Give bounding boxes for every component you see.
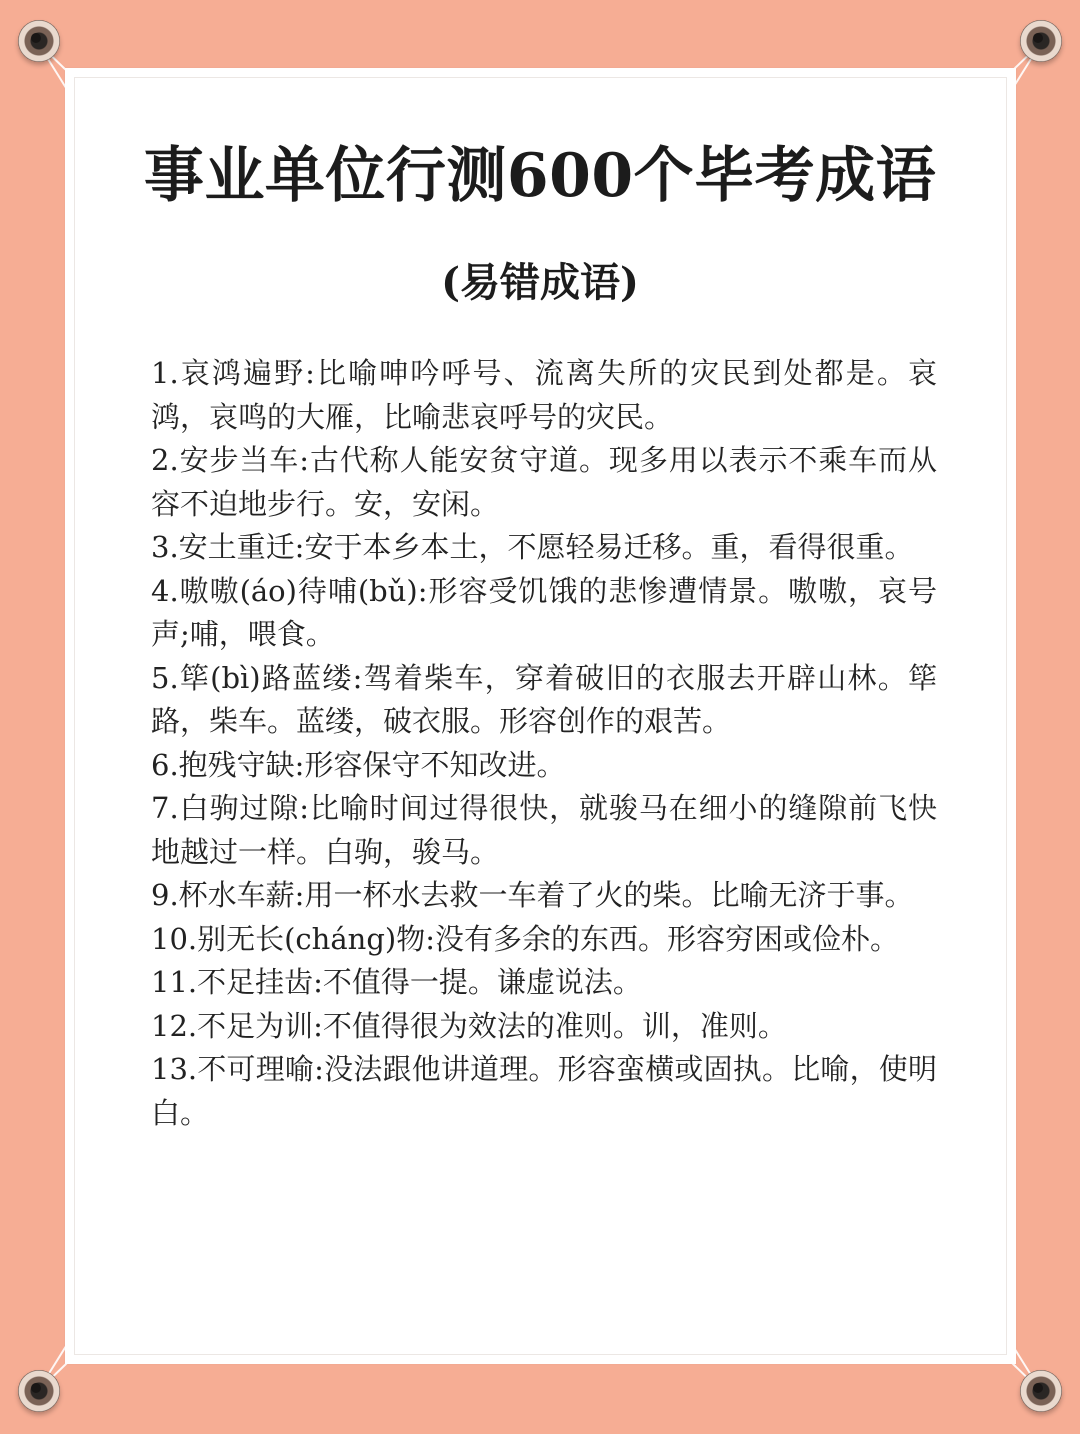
- idiom-entry: 12.不足为训:不值得很为效法的准则。训，准则。: [151, 1008, 787, 1043]
- idiom-entry: 10.别无长(cháng)物:没有多余的东西。形容穷困或俭朴。: [151, 921, 899, 956]
- idiom-entry: 11.不足挂齿:不值得一提。谦虚说法。: [151, 965, 642, 999]
- pin-icon: [1020, 20, 1062, 62]
- idiom-entry: 2.安步当车:古代称人能安贫守道。现多用以表示不乘车而从容不迫地步行。安，安闲。: [151, 443, 937, 521]
- idiom-list: [151, 352, 937, 1135]
- idiom-entry: 9.杯水车薪:用一杯水去救一车着了火的柴。比喻无济于事。: [151, 878, 914, 912]
- idiom-entry: 5.筚(bì)路蓝缕:驾着柴车，穿着破旧的衣服去开辟山林。筚路，柴车。蓝缕，破衣服。形容创作的艰苦。: [151, 660, 937, 738]
- pin-icon: [18, 1370, 60, 1412]
- idiom-entry: 6.抱残守缺:形容保守不知改进。: [151, 747, 566, 782]
- page-subtitle: (易错成语): [441, 259, 639, 306]
- pin-icon: [18, 20, 60, 62]
- page-title: 事业单位行测600个毕考成语: [143, 141, 937, 211]
- idiom-entry: 4.嗷嗷(áo)待哺(bǔ):形容受饥饿的悲惨遭情景。嗷嗷，哀号声;哺，喂食。: [151, 573, 937, 651]
- idiom-entry: 7.白驹过隙:比喻时间过得很快，就骏马在细小的缝隙前飞快地越过一样。白驹，骏马。: [151, 791, 937, 869]
- pin-icon: [1020, 1370, 1062, 1412]
- idiom-entry: 3.安土重迁:安于本乡本土，不愿轻易迁移。重，看得很重。: [151, 530, 914, 564]
- idiom-entry: 13.不可理喻:没法跟他讲道理。形容蛮横或固执。比喻，使明白。: [151, 1052, 937, 1130]
- idiom-entry: 1.哀鸿遍野:比喻呻吟呼号、流离失所的灾民到处都是。哀鸿，哀鸣的大雁，比喻悲哀呼号的灾民。: [151, 356, 937, 434]
